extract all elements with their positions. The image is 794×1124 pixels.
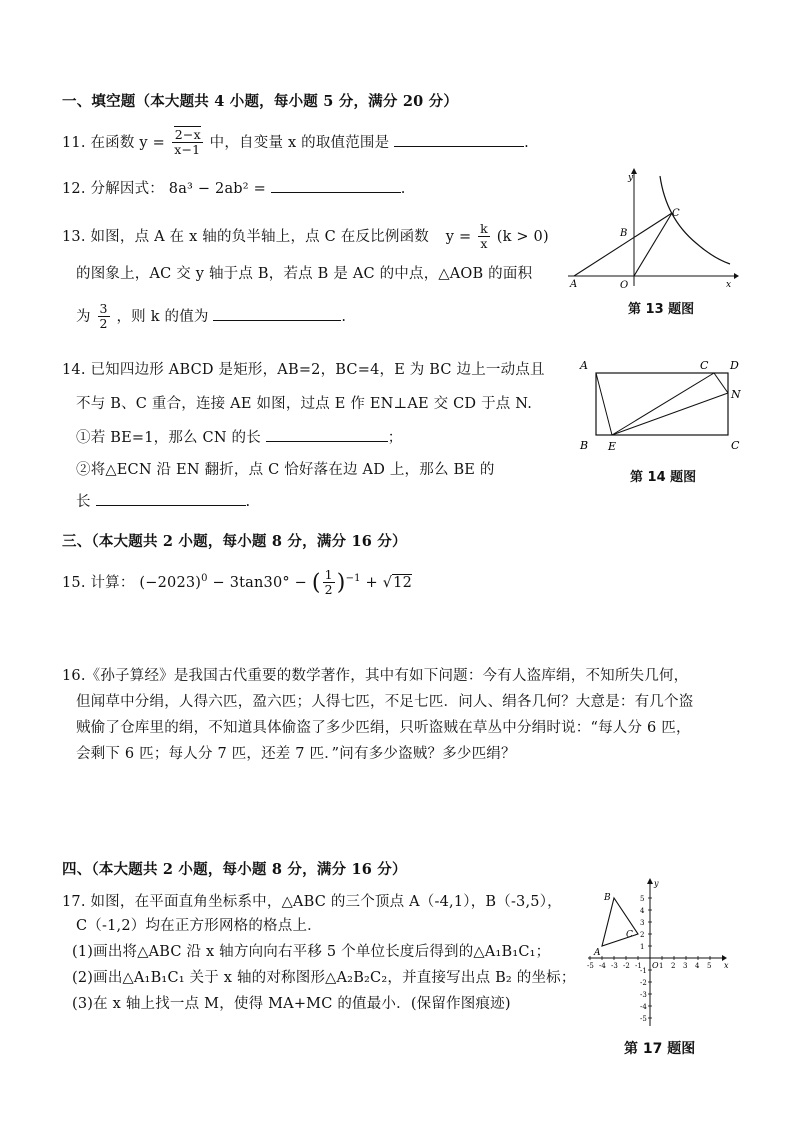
q17-label-c: C — [626, 930, 633, 940]
q11-suffix: 中，自变量 x 的取值范围是 — [209, 134, 390, 151]
q15-sqrt-12: 12 — [393, 574, 413, 591]
q14-part-2-answer-blank[interactable] — [96, 493, 246, 506]
q15-exponent-0: 0 — [201, 573, 208, 585]
q14-label-d: D — [730, 359, 739, 372]
question-14-part-2b — [76, 490, 250, 511]
q13-end: . — [341, 308, 347, 325]
q15-fraction — [323, 568, 335, 598]
question-14-part-1 — [76, 426, 402, 447]
q17-x-tick-label: 4 — [695, 962, 700, 970]
q14-line-ae — [596, 373, 612, 435]
question-17-part-3: (3)在 x 轴上找一点 M，使得 MA+MC 的值最小．(保留作图痕迹) — [72, 996, 511, 1012]
question-13-line-1 — [62, 222, 549, 252]
q13-label-o: O — [620, 280, 629, 288]
q17-x-tick-label: 5 — [707, 962, 712, 970]
question-12 — [62, 177, 406, 198]
q13-function-y: y = — [445, 228, 472, 245]
q17-y-tick-label: 1 — [640, 943, 645, 951]
q14-label-n: N — [731, 388, 741, 401]
q13-area-num: 3 — [99, 301, 108, 316]
q17-x-tick-label: -4 — [599, 962, 606, 970]
q13-x-arrow — [734, 273, 739, 279]
q17-y-tick-label: -3 — [640, 991, 647, 999]
q14-part-1-end: ； — [387, 430, 403, 446]
question-11 — [62, 128, 529, 158]
question-17-part-2: (2)画出△A₁B₁C₁ 关于 x 轴的对称图形△A₂B₂C₂，并直接写出点 B₂ 的坐标； — [72, 970, 576, 986]
q14-label-e: E — [608, 440, 617, 453]
q17-y-tick-label: 4 — [640, 907, 645, 915]
q15-frac-num: 1 — [324, 567, 333, 582]
q11-fraction — [172, 128, 203, 158]
q17-x-tick-label: -5 — [587, 962, 594, 970]
q17-y-tick-label: 2 — [640, 931, 645, 939]
question-17-line-1: 17. 如图，在平面直角坐标系中，△ABC 的三个顶点 A（-4,1），B（-3,5）， — [62, 894, 562, 910]
q13-label-a: A — [570, 279, 578, 288]
section-header-4: 四、（本大题共 2 小题，每小题 8 分，满分 16 分） — [62, 861, 407, 878]
q17-y-tick-label: -5 — [640, 1015, 647, 1023]
q13-line-1-text: 13. 如图，点 A 在 x 轴的负半轴上，点 C 在反比例函数 — [62, 228, 429, 245]
q17-y-tick-label: 5 — [640, 895, 645, 903]
q15-plus: + — [365, 574, 378, 591]
question-16-line-4: 会剩下 6 匹；每人分 7 匹，还差 7 匹．”问有多少盗贼？多少匹绢？ — [76, 746, 516, 762]
q15-left-paren: ( — [311, 570, 321, 596]
question-16-line-1: 16.《孙子算经》是我国古代重要的数学著作，其中有如下问题：今有人盗库绢，不知所失几何， — [62, 668, 689, 684]
q12-prefix: 12. 分解因式： — [62, 181, 164, 197]
q11-answer-blank[interactable] — [394, 134, 524, 147]
q13-line-oc — [634, 213, 672, 276]
q13-function-x: x — [480, 236, 488, 252]
q17-x-tick-label: 3 — [683, 962, 688, 970]
q15-frac-den: 2 — [324, 582, 333, 598]
section-header-fill-in: 一、填空题（本大题共 4 小题，每小题 5 分，满分 20 分） — [62, 93, 459, 110]
q13-line-3-prefix: 为 — [76, 308, 91, 325]
q14-label-c: C — [731, 439, 740, 452]
question-17-line-2: C（-1,2）均在正方形网格的格点上． — [76, 918, 322, 934]
q14-label-b: B — [580, 439, 589, 452]
q17-y-tick-label: -1 — [640, 967, 647, 975]
q14-rectangle — [596, 373, 728, 435]
q17-label-o: O — [652, 961, 659, 970]
question-13-line-3 — [76, 302, 346, 332]
q14-figure — [576, 355, 748, 457]
q14-label-a: A — [580, 359, 588, 372]
q17-x-tick-label: -2 — [623, 962, 630, 970]
q17-y-tick-label: 3 — [640, 919, 645, 927]
q17-x-tick-label: 1 — [659, 962, 664, 970]
q14-label-c-top: C — [700, 359, 709, 372]
q17-x-tick-label: -1 — [635, 962, 642, 970]
question-15: 15. 计算： $(-2023)^0 - 3\tan 30^\circ$ − ( $\frac{1}{2}$ )$^{-1}$ + √12 — [62, 567, 413, 598]
q14-part-2b-prefix: 长 — [76, 494, 91, 510]
q12-answer-blank[interactable] — [271, 180, 401, 193]
section-header-3: 三、（本大题共 2 小题，每小题 8 分，满分 16 分） — [62, 533, 407, 550]
question-14-part-2: ②将△ECN 沿 EN 翻折，点 C 恰好落在边 AD 上，那么 BE 的 — [76, 462, 495, 478]
q11-end: . — [524, 134, 529, 151]
q13-function-condition: (k > 0) — [496, 228, 549, 245]
q17-caption: 第 17 题图 — [624, 1041, 696, 1057]
q14-part-2b-end: . — [245, 494, 251, 510]
q15-term-1: (−2023) — [139, 574, 202, 591]
q13-answer-blank[interactable] — [213, 308, 341, 321]
q17-y-arrow — [647, 878, 653, 884]
q17-y-tick-label: -2 — [640, 979, 647, 987]
question-14-line-2: 不与 B、C 重合，连接 AE 如图，过点 E 作 EN⊥AE 交 CD 于点 N. — [76, 396, 533, 412]
question-16-line-2: 但闻草中分绢，人得六匹，盈六匹；人得七匹，不足七匹．问人、绢各几何？大意是：有几个盗 — [76, 694, 694, 710]
q13-function-fraction — [478, 222, 490, 252]
q17-label-b: B — [604, 893, 611, 903]
q13-function-k: k — [480, 221, 488, 236]
q15-exponent-neg1: −1 — [345, 573, 361, 585]
q12-expression: 8a³ − 2ab² = — [168, 181, 266, 197]
q17-label-x: x — [724, 961, 729, 970]
question-13-line-2: 的图象上，AC 交 y 轴于点 B，若点 B 是 AC 的中点，△AOB 的面积 — [76, 266, 533, 282]
q13-figure — [568, 168, 740, 288]
q13-area-den: 2 — [99, 316, 108, 332]
q13-label-x: x — [726, 280, 732, 288]
q13-label-c: C — [672, 208, 680, 219]
q15-prefix: 15. 计算： — [62, 574, 135, 591]
q13-caption: 第 13 题图 — [628, 302, 695, 317]
q13-line-3-suffix: ，则 k 的值为 — [116, 308, 209, 325]
q15-right-paren: ) — [336, 570, 346, 596]
q11-sqrt-numerator: 2−x — [174, 127, 201, 142]
q13-hyperbola-curve — [660, 176, 730, 264]
question-14-line-1: 14. 已知四边形 ABCD 是矩形，AB=2，BC=4，E 为 BC 边上一动点且 — [62, 362, 545, 378]
q13-area-fraction — [98, 302, 110, 332]
q12-end: . — [400, 181, 406, 197]
q17-y-tick-label: -4 — [640, 1003, 647, 1011]
q17-x-tick-label: 2 — [671, 962, 676, 970]
q14-part-1-answer-blank[interactable] — [266, 429, 388, 442]
q17-label-a: A — [594, 948, 601, 958]
q17-coordinate-figure — [584, 878, 734, 1030]
question-17-part-1: (1)画出将△ABC 沿 x 轴方向向右平移 5 个单位长度后得到的△A₁B₁C₁； — [72, 944, 551, 960]
q13-label-y: y — [628, 173, 634, 183]
q11-prefix: 11. 在函数 y = — [62, 134, 165, 151]
q15-term-2: − 3tan30° − — [212, 574, 307, 591]
q14-part-1-text: ①若 BE=1，那么 CN 的长 — [76, 430, 261, 446]
q14-caption: 第 14 题图 — [630, 470, 697, 485]
q17-x-tick-label: -3 — [611, 962, 618, 970]
q11-denominator: x−1 — [174, 142, 201, 158]
question-16-line-3: 贼偷了仓库里的绢，不知道具体偷盗了多少匹绢，只听盗贼在草丛中分绢时说：“每人分 6 匹， — [76, 720, 691, 736]
q14-line-cn-fold — [714, 373, 728, 393]
q13-line-ac — [574, 213, 672, 276]
q13-label-b: B — [620, 228, 628, 239]
q17-label-y: y — [654, 879, 659, 888]
